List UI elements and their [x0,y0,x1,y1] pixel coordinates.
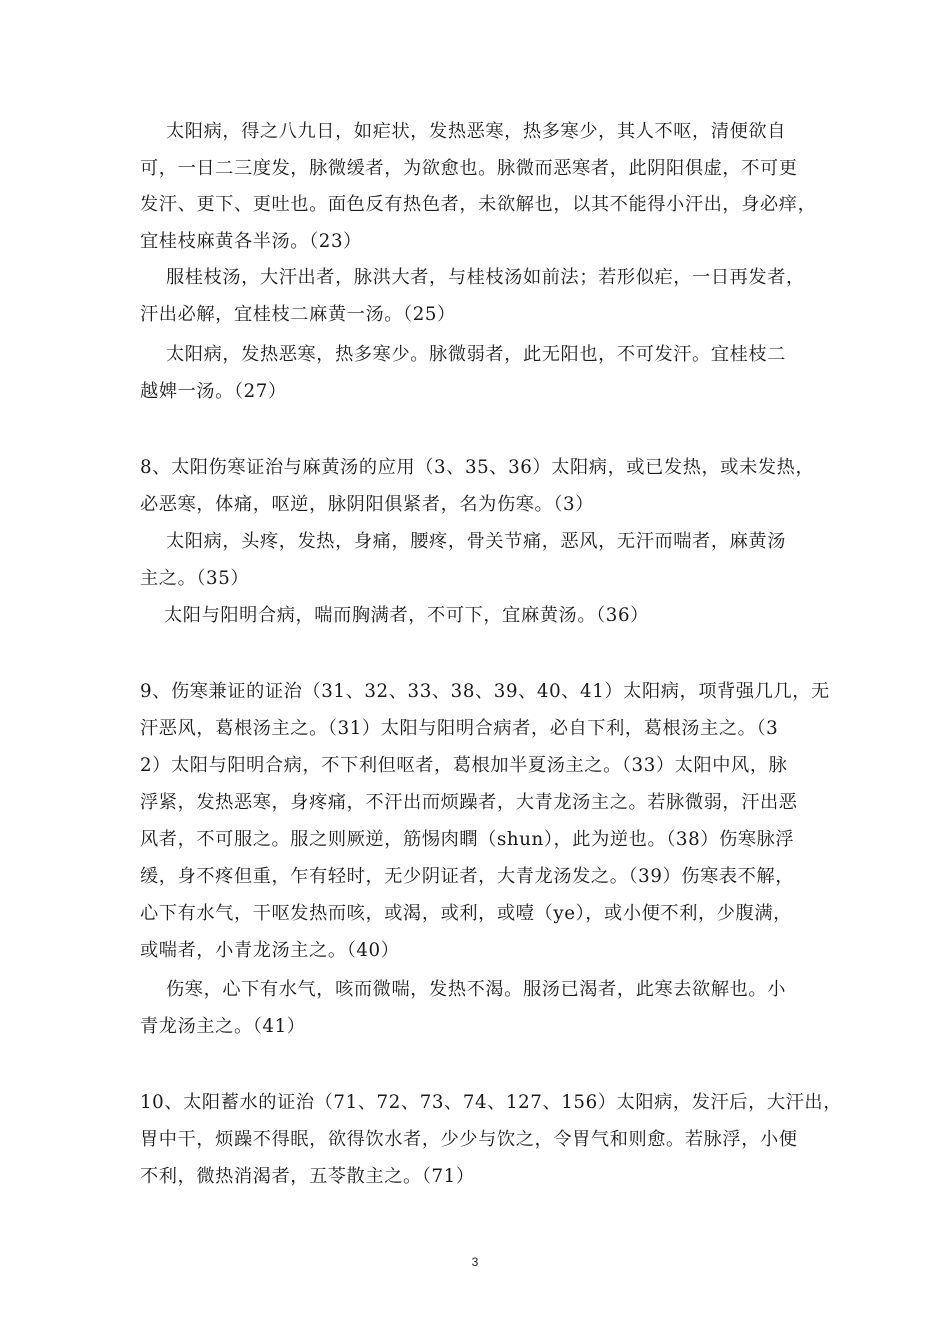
page-number: 3 [471,1255,479,1269]
text-line: 主之。（35） [140,568,250,589]
text-line: 2）太阳与阳明合病，不下利但呕者，葛根加半夏汤主之。（33）太阳中风，脉 [140,755,788,776]
text-line: 汗恶风，葛根汤主之。（31）太阳与阳明合病者，必自下利，葛根汤主之。（3 [140,718,779,739]
text-line: 不利，微热消渴者，五苓散主之。（71） [140,1166,475,1187]
text-line: 太阳病，头疼，发热，身痛，腰疼，骨关节痛，恶风，无汗而喘者，麻黄汤 [166,531,786,552]
text-line: 汗出必解，宜桂枝二麻黄一汤。（25） [140,304,456,325]
text-line: 发汗、更下、更吐也。面色反有热色者，未欲解也，以其不能得小汗出，身必痒， [140,194,817,215]
text-line: 服桂枝汤，大汗出者，脉洪大者，与桂枝汤如前法；若形似疟，一日再发者， [166,267,805,288]
text-line: 太阳病，发热恶寒，热多寒少。脉微弱者，此无阳也，不可发汗。宜桂枝二 [166,344,786,365]
section-heading-10: 10、太阳蓄水的证治（71、72、73、74、127、156）太阳病，发汗后，大汗出， [140,1092,843,1113]
text-line: 必恶寒，体痛，呕逆，脉阴阳俱紧者，名为伤寒。（3） [140,494,594,515]
text-line: 宜桂枝麻黄各半汤。（23） [140,231,362,252]
text-line: 胃中干，烦躁不得眠，欲得饮水者，少少与饮之，令胃气和则愈。若脉浮，小便 [140,1129,798,1150]
text-line: 可，一日二三度发，脉微缓者，为欲愈也。脉微而恶寒者，此阴阳俱虚，不可更 [140,158,798,179]
text-line: 太阳与阳明合病，喘而胸满者，不可下，宜麻黄汤。（36） [164,605,649,626]
text-line: 浮紧，发热恶寒，身疼痛，不汗出而烦躁者，大青龙汤主之。若脉微弱，汗出恶 [140,792,798,813]
text-line: 青龙汤主之。（41） [140,1016,306,1037]
section-heading-8: 8、太阳伤寒证治与麻黄汤的应用（3、35、36）太阳病，或已发热，或未发热， [140,457,815,478]
text-line: 太阳病，得之八九日，如疟状，发热恶寒，热多寒少，其人不呕，清便欲自 [166,121,786,142]
text-line: 缓，身不疼但重，乍有轻时，无少阴证者，大青龙汤发之。（39）伤寒表不解， [140,866,795,887]
text-line: 越婢一汤。（27） [140,381,287,402]
text-line: 伤寒，心下有水气，咳而微喘，发热不渴。服汤已渴者，此寒去欲解也。小 [166,979,786,1000]
text-line: 风者，不可服之。服之则厥逆，筋惕肉瞤（shun），此为逆也。（38）伤寒脉浮 [140,829,795,850]
text-line: 或喘者，小青龙汤主之。（40） [140,940,400,961]
text-line: 心下有水气，干呕发热而咳，或渴，或利，或噎（ye），或小便不利，少腹满， [140,903,792,924]
section-heading-9: 9、伤寒兼证的证治（31、32、33、38、39、40、41）太阳病，项背强几几，无 [140,681,830,702]
